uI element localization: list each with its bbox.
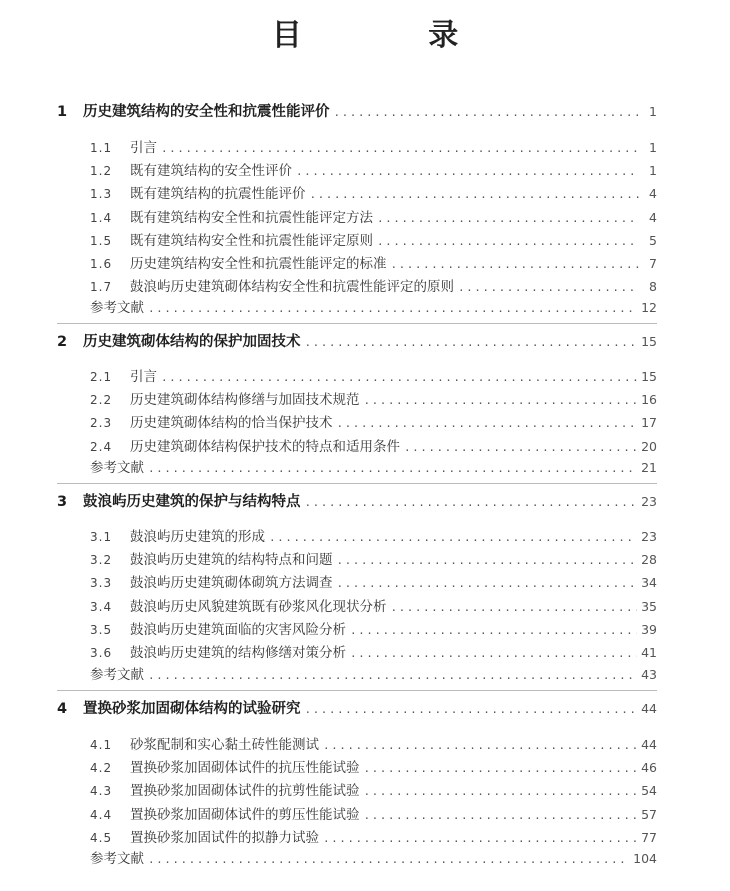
toc-references[interactable]: [90, 663, 657, 683]
toc-section-page-number: 1: [649, 140, 657, 155]
dot-leader: [148, 462, 637, 475]
toc-section[interactable]: [90, 365, 657, 385]
toc-section[interactable]: [90, 275, 657, 295]
toc-section[interactable]: [90, 826, 657, 846]
dot-leader: [391, 601, 638, 614]
toc-chapter-page-number: 1: [649, 104, 657, 119]
toc-section-page-number: 57: [641, 807, 657, 822]
toc-chapter-title: 历史建筑结构的安全性和抗震性能评价: [83, 103, 330, 120]
toc-section[interactable]: [90, 641, 657, 661]
toc-section[interactable]: [90, 182, 657, 202]
dot-leader: [364, 762, 638, 775]
toc-section-page-number: 77: [641, 830, 657, 845]
toc-section-title: 鼓浪屿历史建筑的结构修缮对策分析: [130, 645, 346, 661]
dot-leader: [269, 531, 637, 544]
toc-section-title: 既有建筑结构安全性和抗震性能评定方法: [130, 210, 373, 226]
toc-section-title: 鼓浪屿历史建筑砌体砌筑方法调查: [130, 575, 333, 591]
toc-section-number: 1.3: [90, 187, 113, 201]
toc-chapter-number: 2: [57, 334, 68, 350]
dot-leader: [364, 785, 638, 798]
toc-section-page-number: 54: [641, 783, 657, 798]
toc-chapter-title: 鼓浪屿历史建筑的保护与结构特点: [83, 493, 301, 510]
dot-leader: [377, 235, 639, 248]
toc-section-number: 2.4: [90, 440, 113, 454]
toc-section-number: 4.3: [90, 784, 113, 798]
toc-section-page-number: 35: [641, 599, 657, 614]
dot-leader: [323, 739, 637, 752]
toc-section-page-number: 39: [641, 622, 657, 637]
dot-leader: [334, 106, 640, 119]
toc-section-number: 4.2: [90, 761, 113, 775]
dot-leader: [148, 669, 637, 682]
toc-references-page-number: 12: [641, 300, 657, 315]
toc-section[interactable]: [90, 803, 657, 823]
toc-section-number: 1.2: [90, 164, 113, 178]
toc-section[interactable]: [90, 435, 657, 455]
toc-section-number: 2.1: [90, 370, 113, 384]
toc-section-number: 1.5: [90, 234, 113, 248]
toc-references-page-number: 43: [641, 667, 657, 682]
dot-leader: [296, 165, 639, 178]
toc-section-page-number: 15: [641, 369, 657, 384]
toc-section-number: 1.7: [90, 280, 113, 294]
toc-section-page-number: 16: [641, 392, 657, 407]
dot-leader: [350, 647, 637, 660]
toc-section-title: 鼓浪屿历史建筑面临的灾害风险分析: [130, 622, 346, 638]
toc-section-title: 既有建筑结构的安全性评价: [130, 163, 292, 179]
toc-section-page-number: 17: [641, 415, 657, 430]
toc-section[interactable]: [90, 136, 657, 156]
toc-section-number: 4.4: [90, 808, 113, 822]
toc-section-title: 砂浆配制和实心黏土砖性能测试: [130, 737, 319, 753]
toc-section-number: 3.2: [90, 553, 113, 567]
toc-section-title: 历史建筑结构安全性和抗震性能评定的标准: [130, 256, 387, 272]
toc-section-number: 2.3: [90, 416, 113, 430]
toc-section-title: 鼓浪屿历史风貌建筑既有砂浆风化现状分析: [130, 599, 387, 615]
toc-section-title: 置换砂浆加固砌体试件的抗剪性能试验: [130, 783, 360, 799]
chapter-divider: [57, 323, 657, 324]
toc-chapter-page-number: 15: [641, 334, 657, 349]
toc-section-number: 1.4: [90, 211, 113, 225]
toc-section-page-number: 7: [649, 256, 657, 271]
toc-section[interactable]: [90, 618, 657, 638]
toc-section-title: 历史建筑砌体结构修缮与加固技术规范: [130, 392, 360, 408]
toc-section[interactable]: [90, 252, 657, 272]
toc-references-page-number: 21: [641, 460, 657, 475]
toc-section[interactable]: [90, 229, 657, 249]
toc-section-number: 1.6: [90, 257, 113, 271]
dot-leader: [148, 853, 629, 866]
dot-leader: [161, 142, 639, 155]
chapter-divider: [57, 690, 657, 691]
toc-section-page-number: 23: [641, 529, 657, 544]
toc-section-title: 既有建筑结构安全性和抗震性能评定原则: [130, 233, 373, 249]
toc-references[interactable]: [90, 847, 657, 867]
toc-chapter[interactable]: [57, 490, 657, 511]
dot-leader: [458, 281, 639, 294]
dot-leader: [337, 554, 638, 567]
dot-leader: [391, 258, 640, 271]
toc-chapter-number: 4: [57, 701, 68, 717]
toc-references-title: 参考文献: [90, 460, 144, 476]
toc-section-title: 鼓浪屿历史建筑的形成: [130, 529, 265, 545]
toc-references-title: 参考文献: [90, 300, 144, 316]
toc-section-page-number: 5: [649, 233, 657, 248]
toc-section-title: 置换砂浆加固砌体试件的剪压性能试验: [130, 807, 360, 823]
toc-section-number: 4.1: [90, 738, 113, 752]
dot-leader: [305, 336, 638, 349]
toc-section-number: 3.6: [90, 646, 113, 660]
toc-section[interactable]: [90, 206, 657, 226]
toc-references-title: 参考文献: [90, 851, 144, 867]
page-title: 目 录: [271, 18, 517, 53]
toc-section[interactable]: [90, 388, 657, 408]
toc-chapter[interactable]: [57, 697, 657, 718]
toc-section-page-number: 28: [641, 552, 657, 567]
toc-section-title: 置换砂浆加固试件的拟静力试验: [130, 830, 319, 846]
toc-chapter-title: 历史建筑砌体结构的保护加固技术: [83, 333, 301, 350]
toc-section-number: 4.5: [90, 831, 113, 845]
toc-section-number: 2.2: [90, 393, 113, 407]
dot-leader: [305, 703, 638, 716]
toc-section[interactable]: [90, 733, 657, 753]
dot-leader: [350, 624, 637, 637]
toc-chapter-number: 1: [57, 104, 68, 120]
toc-section-number: 3.3: [90, 576, 113, 590]
dot-leader: [364, 394, 638, 407]
toc-section-number: 3.1: [90, 530, 113, 544]
toc-section-title: 鼓浪屿历史建筑砌体结构安全性和抗震性能评定的原则: [130, 279, 454, 295]
toc-chapter[interactable]: [57, 100, 657, 121]
toc-section-number: 3.5: [90, 623, 113, 637]
toc-section-title: 置换砂浆加固砌体试件的抗压性能试验: [130, 760, 360, 776]
dot-leader: [364, 809, 638, 822]
toc-references-page-number: 104: [633, 851, 657, 866]
toc-section-page-number: 4: [649, 186, 657, 201]
toc-section-title: 引言: [130, 140, 157, 156]
toc-chapter-number: 3: [57, 494, 68, 510]
toc-section-page-number: 8: [649, 279, 657, 294]
toc-section-title: 既有建筑结构的抗震性能评价: [130, 186, 306, 202]
toc-references-title: 参考文献: [90, 667, 144, 683]
toc-section-title: 鼓浪屿历史建筑的结构特点和问题: [130, 552, 333, 568]
toc-section[interactable]: [90, 525, 657, 545]
toc-section-title: 引言: [130, 369, 157, 385]
toc-references[interactable]: [90, 456, 657, 476]
toc-section-page-number: 20: [641, 439, 657, 454]
toc-section[interactable]: [90, 756, 657, 776]
toc-section[interactable]: [90, 548, 657, 568]
toc-chapter-page-number: 23: [641, 494, 657, 509]
chapter-divider: [57, 483, 657, 484]
toc-section[interactable]: [90, 159, 657, 179]
dot-leader: [404, 441, 637, 454]
dot-leader: [148, 302, 637, 315]
dot-leader: [337, 417, 638, 430]
toc-section-title: 历史建筑砌体结构保护技术的特点和适用条件: [130, 439, 400, 455]
dot-leader: [323, 832, 637, 845]
toc-section-page-number: 46: [641, 760, 657, 775]
toc-section[interactable]: [90, 779, 657, 799]
toc-section-page-number: 41: [641, 645, 657, 660]
toc-section-page-number: 34: [641, 575, 657, 590]
toc-chapter-title: 置换砂浆加固砌体结构的试验研究: [83, 700, 301, 717]
toc-references[interactable]: [90, 296, 657, 316]
dot-leader: [310, 188, 640, 201]
toc-section-number: 1.1: [90, 141, 113, 155]
toc-section-number: 3.4: [90, 600, 113, 614]
dot-leader: [161, 371, 637, 384]
dot-leader: [377, 212, 639, 225]
toc-section-page-number: 1: [649, 163, 657, 178]
toc-chapter[interactable]: [57, 330, 657, 351]
dot-leader: [337, 577, 638, 590]
toc-section[interactable]: [90, 411, 657, 431]
toc-chapter-page-number: 44: [641, 701, 657, 716]
toc-section[interactable]: [90, 595, 657, 615]
toc-section-page-number: 44: [641, 737, 657, 752]
toc-section[interactable]: [90, 571, 657, 591]
dot-leader: [305, 496, 638, 509]
toc-section-page-number: 4: [649, 210, 657, 225]
toc-section-title: 历史建筑砌体结构的恰当保护技术: [130, 415, 333, 431]
